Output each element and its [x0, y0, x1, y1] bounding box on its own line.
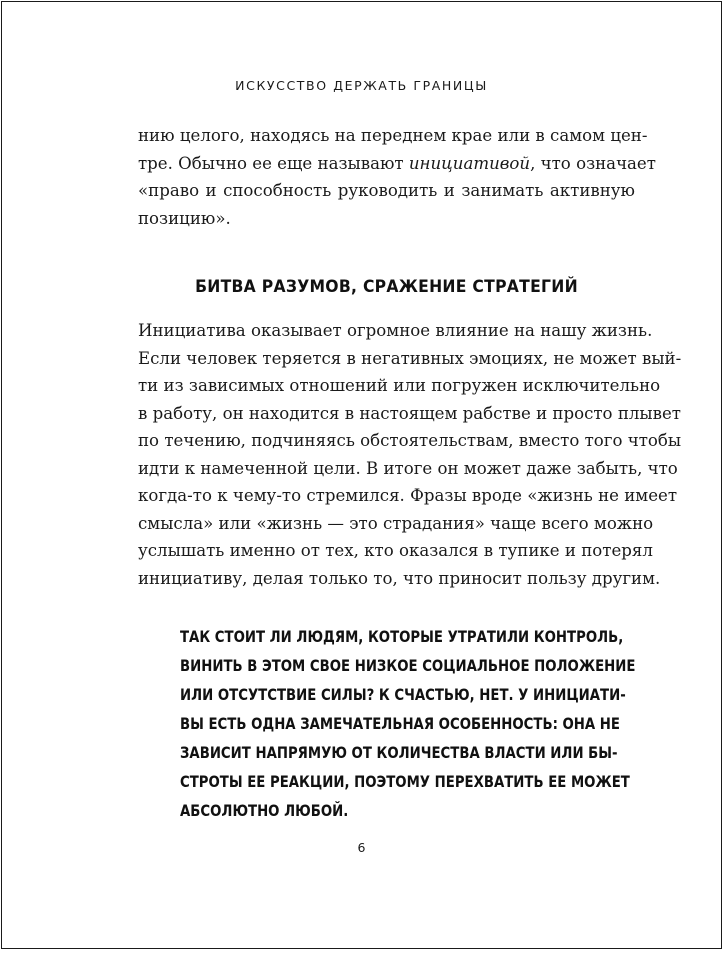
section-heading: БИТВА РАЗУМОВ, СРАЖЕНИЕ СТРАТЕГИЙ: [195, 276, 578, 296]
callout-line: АБСОЛЮТНО ЛЮБОЙ.: [180, 801, 349, 820]
paragraph-line: ти из зависимых отношений или погружен исключительно: [138, 376, 661, 395]
page-number: 6: [357, 840, 366, 855]
paragraph-continuation: [138, 122, 656, 232]
callout-line: ТАК СТОИТ ЛИ ЛЮДЯМ, КОТОРЫЕ УТРАТИЛИ КОНТРОЛЬ,: [180, 627, 624, 646]
callout-line: ВЫ ЕСТЬ ОДНА ЗАМЕЧАТЕЛЬНАЯ ОСОБЕННОСТЬ: ОНА НЕ: [180, 714, 620, 733]
paragraph-line: смысла» или «жизнь — это страдания» чаще всего можно: [138, 513, 654, 533]
paragraph-line: когда-то к чему-то стремился. Фразы вроде «жизнь не имеет: [138, 486, 678, 505]
paragraph-line-start: тре. Обычно ее еще называют: [138, 153, 409, 173]
running-head: ИСКУССТВО ДЕРЖАТЬ ГРАНИЦЫ: [235, 78, 488, 93]
paragraph-line-end: , что означает: [530, 153, 656, 173]
paragraph-line: нию целого, находясь на переднем крае или в самом цен-: [138, 126, 648, 145]
callout-quote: [180, 622, 636, 825]
paragraph-line: [138, 150, 656, 178]
paragraph-line: «право и способность руководить и занимать активную: [138, 181, 635, 200]
paragraph-line: инициативу, делая только то, что приносит пользу другим.: [138, 568, 661, 588]
callout-line: СТРОТЫ ЕЕ РЕАКЦИИ, ПОЭТОМУ ПЕРЕХВАТИТЬ ЕЕ МОЖЕТ: [180, 772, 630, 791]
callout-line: ВИНИТЬ В ЭТОМ СВОЕ НИЗКОЕ СОЦИАЛЬНОЕ ПОЛОЖЕНИЕ: [180, 656, 636, 675]
paragraph-line: Инициатива оказывает огромное влияние на нашу жизнь.: [138, 321, 653, 340]
paragraph: [138, 317, 682, 592]
paragraph-line: позицию».: [138, 208, 231, 228]
paragraph-line: Если человек теряется в негативных эмоциях, не может вый-: [138, 348, 682, 368]
book-page: [1, 1, 722, 949]
callout-line: ЗАВИСИТ НАПРЯМУЮ ОТ КОЛИЧЕСТВА ВЛАСТИ ИЛИ БЫ-: [180, 743, 618, 762]
italic-term: инициативой: [408, 153, 531, 173]
paragraph-line: идти к намеченной цели. В итоге он может даже забыть, что: [138, 458, 678, 478]
paragraph-line: услышать именно от тех, кто оказался в тупике и потерял: [138, 541, 653, 560]
paragraph-line: в работу, он находится в настоящем рабстве и просто плывет: [138, 403, 681, 423]
callout-line: ИЛИ ОТСУТСТВИЕ СИЛЫ? К СЧАСТЬЮ, НЕТ. У ИНИЦИАТИ-: [180, 685, 626, 704]
paragraph-line: по течению, подчиняясь обстоятельствам, вместо того чтобы: [138, 431, 682, 450]
